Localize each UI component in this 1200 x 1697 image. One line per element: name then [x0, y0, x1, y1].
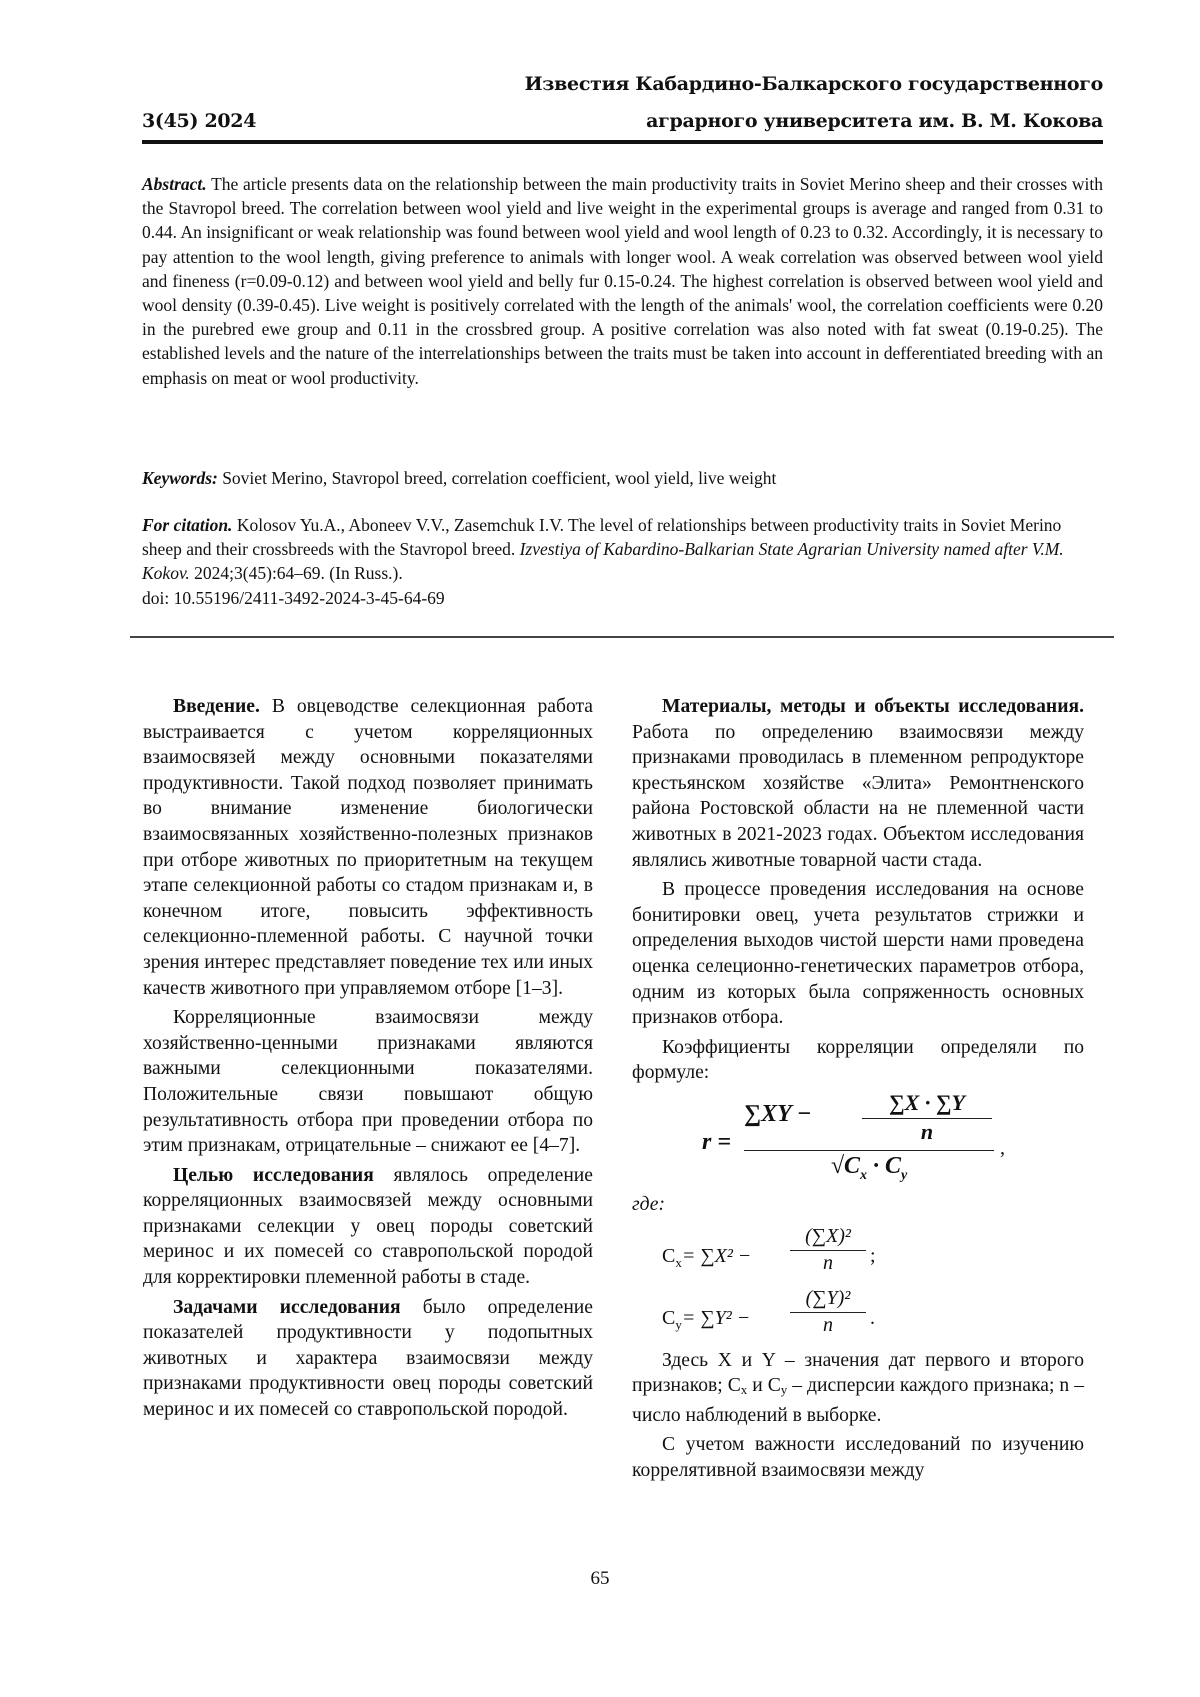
den-sub-x: x — [859, 1167, 867, 1183]
goal-heading: Целью исследования — [173, 1164, 374, 1186]
page-number: 65 — [590, 1568, 610, 1589]
explain-part1: Здесь X и Y – значения дат первого и второго признаков; C — [632, 1349, 1084, 1397]
tasks-paragraph — [143, 1295, 593, 1423]
cx-end: ; — [870, 1244, 876, 1267]
methods-paragraph — [632, 694, 1084, 873]
den-sub-y: y — [900, 1167, 908, 1183]
cx-symbol: C — [662, 1244, 676, 1267]
goal-paragraph — [143, 1163, 593, 1291]
formula-lhs: r = — [702, 1128, 732, 1155]
inner-numerator: ∑X · ∑Y — [862, 1090, 992, 1119]
citation-text: Kolosov Yu.A., Aboneev V.V., Zasemchuk I.V. The level of relationships between productivity traits in Soviet Merino sheep and their crossbreeds with the Stavropol breed. — [142, 515, 1062, 560]
keywords-text: Soviet Merino, Stavropol breed, correlation coefficient, wool yield, live weight — [222, 468, 777, 488]
journal-title-line1: Известия Кабардино-Балкарского государственного — [524, 73, 1103, 95]
cx-sub: x — [675, 1254, 682, 1270]
citation-pages: 2024;3(45):64–69. (In Russ.). — [194, 563, 403, 584]
citation-doi[interactable]: doi: 10.55196/2411-3492-2024-3-45-64-69 — [142, 587, 445, 608]
cy-denominator: n — [823, 1314, 833, 1337]
abstract-label: Abstract. — [142, 174, 207, 194]
formula-numerator: ∑XY − — [744, 1100, 812, 1127]
issue-number: 3(45) 2024 — [142, 110, 257, 132]
header-rule — [142, 140, 1103, 144]
intro-heading: Введение. — [173, 696, 260, 717]
explain-sub-y: y — [780, 1382, 788, 1398]
correlation-formula — [632, 1090, 1084, 1190]
tasks-heading: Задачами исследования — [173, 1296, 401, 1318]
cx-numerator: (∑X)² — [790, 1224, 866, 1252]
methods-text: Работа по определению взаимосвязи между признаками проводилась в племенном репродукторе крестьянском хозяйстве «Элита» Ремонтненского района Ростовской области на не племенной части животных в 2021-2023 годах. Объектом исследования являлись животные товарной части стада. — [632, 721, 1084, 871]
keywords — [142, 466, 1103, 490]
keywords-label: Keywords: — [142, 468, 218, 488]
fraction-bar — [744, 1150, 994, 1152]
journal-title-line2: аграрного университета им. В. М. Кокова — [646, 110, 1103, 132]
correlation-paragraph: Корреляционные взаимосвязи между хозяйственно-ценными признаками являются важными селекционными показателями. Положительные связи повышают общую результативность отбора при проведении отбора по этим признакам, отрицательные – снижают ее [4–7]. — [143, 1007, 593, 1157]
cx-rhs: = ∑X² − — [681, 1244, 752, 1267]
cy-end: . — [870, 1306, 875, 1329]
cy-rhs: = ∑Y² − — [681, 1306, 751, 1329]
formula-comma: , — [1000, 1136, 1005, 1159]
running-header — [142, 70, 1103, 145]
inner-denominator: n — [920, 1118, 934, 1144]
citation-journal: Izvestiya of Kabardino-Balkarian State Agrarian University named after V.M. Kokov. — [142, 539, 1064, 584]
formula-denominator — [744, 1154, 994, 1188]
cx-lhs — [662, 1244, 751, 1276]
intro-paragraph — [143, 694, 593, 1001]
left-column — [143, 694, 593, 1427]
citation — [142, 513, 1103, 610]
section-divider — [130, 636, 1114, 638]
explanation-paragraph — [632, 1348, 1084, 1429]
explain-sub-x: x — [740, 1382, 748, 1398]
formula-inner-fraction — [862, 1090, 992, 1144]
cx-denominator: n — [823, 1252, 833, 1275]
tasks-text: было определение показателей продуктивности у подопытных животных и характера взаимосвязи между признаками продуктивности овец породы советский меринос и их помесей со ставропольской породой. — [143, 1296, 593, 1421]
cx-fraction — [790, 1224, 866, 1277]
cy-symbol: C — [662, 1306, 676, 1329]
cy-numerator: (∑Y)² — [790, 1286, 866, 1314]
formula-intro: Коэффициенты корреляции определяли по формуле: — [632, 1036, 1084, 1084]
den-sqrt: √C — [830, 1152, 860, 1179]
cy-formula — [632, 1286, 1084, 1348]
process-paragraph: В процессе проведения исследования на основе бонитировки овец, учета результатов стрижки и определения выходов чистой шерсти нами проведена оценка селеционно-генетических параметров отбора, одним из которых была сопряженность основных признаков отбора. — [632, 879, 1084, 1029]
explain-part2: и C — [747, 1375, 781, 1397]
den-mid: · C — [866, 1152, 901, 1179]
cy-lhs — [662, 1306, 750, 1338]
where-label: где: — [632, 1193, 666, 1215]
goal-text: являлось определение корреляционных взаимосвязей между основными признаками селекции у овец породы советский меринос и их помесей со ставропольской породой для корректировки племенной работы в стаде. — [143, 1164, 593, 1289]
methods-heading: Материалы, методы и объекты исследования. — [662, 696, 1084, 717]
cx-formula — [632, 1224, 1084, 1286]
importance-paragraph: С учетом важности исследований по изучению коррелятивной взаимосвязи между — [632, 1434, 1084, 1481]
intro-text: В овцеводстве селекционная работа выстраивается с учетом корреляционных взаимосвязей между основными показателями продуктивности. Такой подход позволяет принимать во внимание изменение биологически взаимосвязанных хозяйственно-полезных признаков при отборе животных по приоритетным на текущем этапе селекционной работы со стадом признакам и, в конечном итоге, повысить эффективность селекционно-племенной работы. С научной точки зрения интерес представляет поведение тех или иных качеств животного при управляемом отборе [1–3]. — [143, 696, 594, 999]
explain-part3: – дисперсии каждого признака; n – число наблюдений в выборке. — [632, 1375, 1084, 1426]
right-column — [632, 694, 1084, 1487]
cy-fraction — [790, 1286, 866, 1339]
cy-sub: y — [675, 1316, 682, 1332]
citation-label: For citation. — [142, 515, 233, 535]
abstract-text: The article presents data on the relationship between the main productivity traits in Soviet Merino sheep and their crosses with the Stavropol breed. The correlation between wool yield and live weight in the experimental groups is average and ranged from 0.31 to 0.44. An insignificant or weak relationship was found between wool yield and wool length of 0.23 to 0.32. Accordingly, it is necessary to pay attention to the wool length, giving preference to animals with longer wool. A weak correlation was observed between wool yield and fineness (r=0.09-0.12) and between wool yield and belly fur 0.15-0.24. The highest correlation is observed between wool yield and wool density (0.39-0.45). Live weight is positively correlated with the length of the animals' wool, the correlation coefficients were 0.20 in the purebred ewe group and 0.11 in the crossbred group. A positive correlation was also noted with fat sweat (0.19-0.25). The established levels and the nature of the interrelationships between the traits must be taken into account in defferentiated breeding with an emphasis on meat or wool productivity. — [142, 174, 1104, 388]
abstract — [142, 172, 1103, 390]
